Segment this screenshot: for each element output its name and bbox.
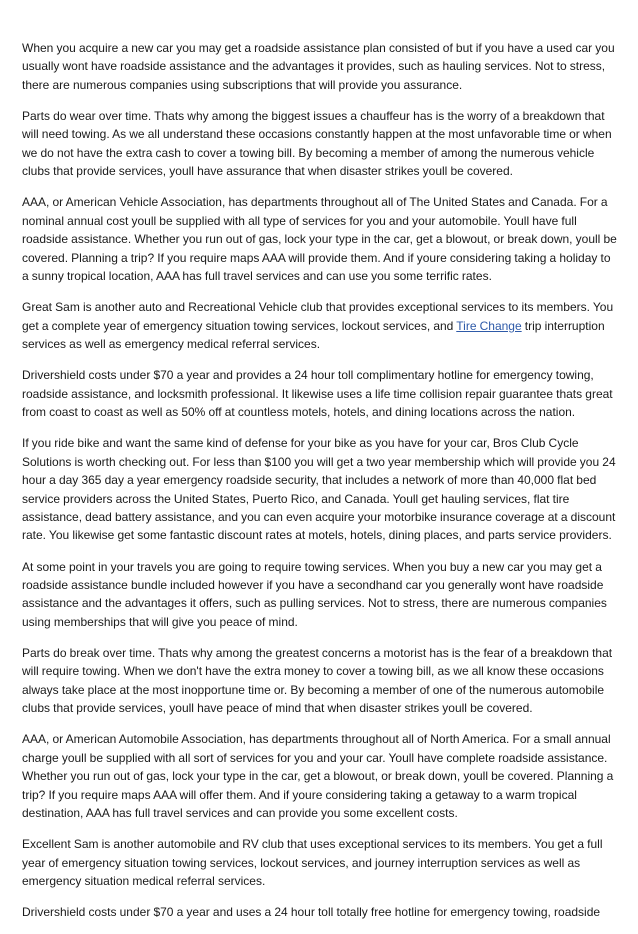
paragraph-4-text-before: Great Sam is another auto and Recreational Vehicle club that provides exceptional services to its members. You get a complete year of emergency situation towing services, lockout services, and [22,300,614,333]
paragraph-4 [22,298,618,353]
paragraph-9: AAA, or American Automobile Association, has departments throughout all of North America. For a small annual charge youll be supplied with all sort of services for you and your car. Youll have complete roadside assistance. Whether you run out of gas, lock your type in the car, get a blowout, or break down, youll be covered. Planning a trip? If you require maps AAA will offer them. And if youre considering taking a getaway to a warm tropical destination, AAA has full travel services and can provide you some excellent costs. [22,732,614,820]
tire-change-link[interactable]: Tire Change [456,318,522,333]
paragraph-1: When you acquire a new car you may get a roadside assistance plan consisted of but if you have a used car you usually wont have roadside assistance and the advantages it provides, such as hauling services. Not to stress, there are numerous companies using subscriptions that will provide you assurance. [22,41,615,92]
paragraph-6: If you ride bike and want the same kind of defense for your bike as you have for your car, Bros Club Cycle Solutions is worth checking out. For less than $100 you will get a two year membership which will provide you 24 hour a day 365 day a year emergency roadside security, that includes a network of more than 40,000 flat bed service providers across the United States, Puerto Rico, and Canada. Youll get hauling services, flat tire assistance, dead battery assistance, and you can even acquire your motorbike insurance coverage at a discount rate. You likewise get some fantastic discount rates at motels, hotels, dining places, and parts service providers. [22,436,616,543]
paragraph-7: At some point in your travels you are going to require towing services. When you buy a new car you may get a roadside assistance bundle included however if you have a secondhand car you generally wont have roadside assistance and the advantages it offers, such as pulling services. Not to stress, there are numerous companies using memberships that will give you peace of mind. [22,559,607,629]
paragraph-3: AAA, or American Vehicle Association, has departments throughout all of The United States and Canada. For a nominal annual cost youll be supplied with all type of services for you and your automobile. Youll have full roadside assistance. Whether you run out of gas, lock your type in the car, get a blowout, or break down, youll be covered. Planning a trip? If you require maps AAA will provide them. And if youre considering taking a holiday to a sunny tropical location, AAA has full travel services and can use you some terrific rates. [22,195,617,284]
paragraph-10: Excellent Sam is another automobile and RV club that uses exceptional services to its members. You get a full year of emergency situation towing services, lockout services, and journey interruption services as well as emergency situation medical referral services. [22,837,603,889]
paragraph-5: Drivershield costs under $70 a year and provides a 24 hour toll complimentary hotline for emergency towing, roadside assistance, and locksmith professional. It likewise uses a life time collision repair guarantee thats great from coast to coast as well as 50% off at countless motels, hotels, and dining locations across the nation. [22,368,613,420]
paragraph-8: Parts do break over time. Thats why among the greatest concerns a motorist has is the fear of a breakdown that will require towing. When we don't have the extra money to cover a towing bill, as we all know these occasions always take place at the most inopportune time or. By becoming a member of one of the numerous automobile clubs that provide services, youll have peace of mind that when disaster strikes youll be covered. [22,645,613,716]
paragraph-11: Drivershield costs under $70 a year and uses a 24 hour toll totally free hotline for emergency towing, roadside [22,905,601,920]
document-body [22,39,618,934]
paragraph-2: Parts do wear over time. Thats why among the biggest issues a chauffeur has is the worry of a breakdown that will need towing. As we all understand these occasions constantly happen at the most unfavorable time or when we do not have the extra cash to cover a towing bill. By becoming a member of among the numerous vehicle clubs that provide services, youll have assurance that when disaster strikes youll be covered. [22,109,612,179]
paragraph-4-text-after: trip interruption services as well as emergency medical referral services. [22,318,605,352]
